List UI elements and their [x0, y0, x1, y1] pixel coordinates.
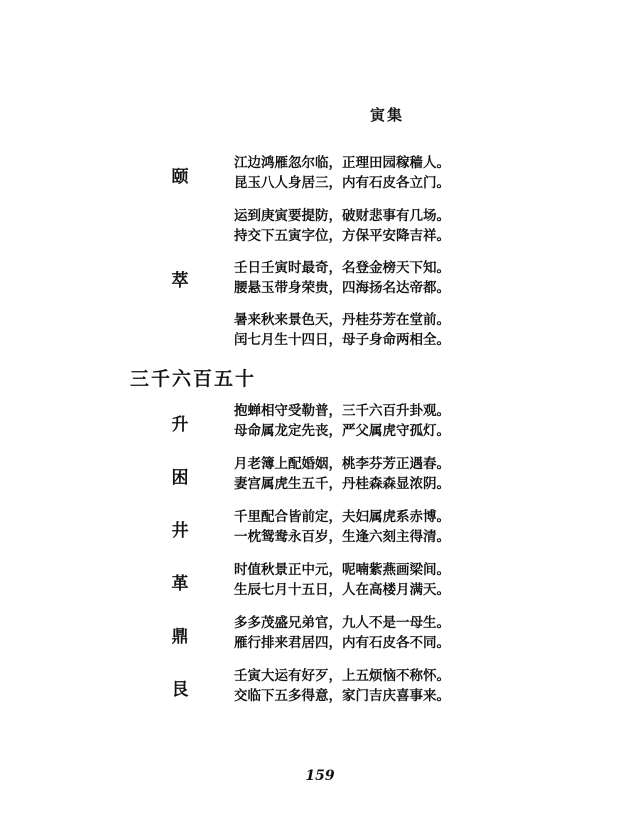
- verse-block: [234, 507, 450, 547]
- verse-line: 江边鸿雁忽尔临，正理田园稼穑人。: [234, 155, 450, 171]
- verse-line: 多多茂盛兄弟官，九人不是一母生。: [234, 615, 450, 631]
- verse-block: [234, 206, 450, 246]
- hexagram-label: 困: [171, 468, 189, 488]
- verse-line: 生辰七月十五日，人在高楼月满天。: [234, 582, 450, 598]
- verse-line: 雁行排来君居四，内有石皮各不同。: [234, 635, 450, 651]
- hexagram-label: 萃: [171, 271, 189, 291]
- hexagram-label: 井: [171, 521, 189, 541]
- verse-line: 母命属龙定先丧，严父属虎守孤灯。: [234, 423, 450, 439]
- verse-block: [234, 454, 450, 494]
- hexagram-label: 艮: [171, 680, 189, 700]
- verse-line: 运到庚寅要提防，破财悲事有几场。: [234, 208, 450, 224]
- verse-block: [234, 613, 450, 653]
- running-header: 寅集: [370, 106, 405, 124]
- verse-line: 千里配合皆前定，夫妇属虎系赤博。: [234, 509, 450, 525]
- verse-line: 暑来秋来景色天，丹桂芬芳在堂前。: [234, 312, 450, 328]
- page-number: 159: [305, 768, 335, 784]
- verse-block: [234, 153, 450, 193]
- verse-line: 交临下五多得意，家门吉庆喜事来。: [234, 688, 450, 704]
- hexagram-label: 革: [171, 574, 189, 594]
- hexagram-label: 升: [171, 415, 189, 435]
- verse-line: 昆玉八人身居三，内有石皮各立门。: [234, 175, 450, 191]
- hexagram-label: 鼎: [171, 627, 189, 647]
- verse-block: [234, 560, 450, 600]
- verse-line: 壬日壬寅时最奇，名登金榜天下知。: [234, 260, 450, 276]
- verse-line: 腰悬玉带身荣贵，四海扬名达帝都。: [234, 280, 450, 296]
- hexagram-label: 颐: [171, 167, 189, 187]
- verse-block: [234, 401, 450, 441]
- verse-line: 持交下五寅字位，方保平安降吉祥。: [234, 228, 450, 244]
- verse-line: 月老簿上配婚姻，桃李芬芳正遇春。: [234, 456, 450, 472]
- verse-block: [234, 666, 450, 706]
- verse-block: [234, 258, 450, 298]
- verse-line: 壬寅大运有好歹，上五烦恼不称怀。: [234, 668, 450, 684]
- section-title: 三千六百五十: [130, 368, 257, 390]
- verse-line: 一枕鸳鸯永百岁，生逢六刻主得清。: [234, 529, 450, 545]
- verse-line: 时值秋景正中元，呢喃紫燕画梁间。: [234, 562, 450, 578]
- verse-line: 妻宫属虎生五千，丹桂森森显浓阴。: [234, 476, 450, 492]
- verse-line: 抱蝉相守受勒普，三千六百升卦观。: [234, 403, 450, 419]
- verse-block: [234, 310, 450, 350]
- verse-line: 闰七月生十四日，母子身命两相全。: [234, 332, 450, 348]
